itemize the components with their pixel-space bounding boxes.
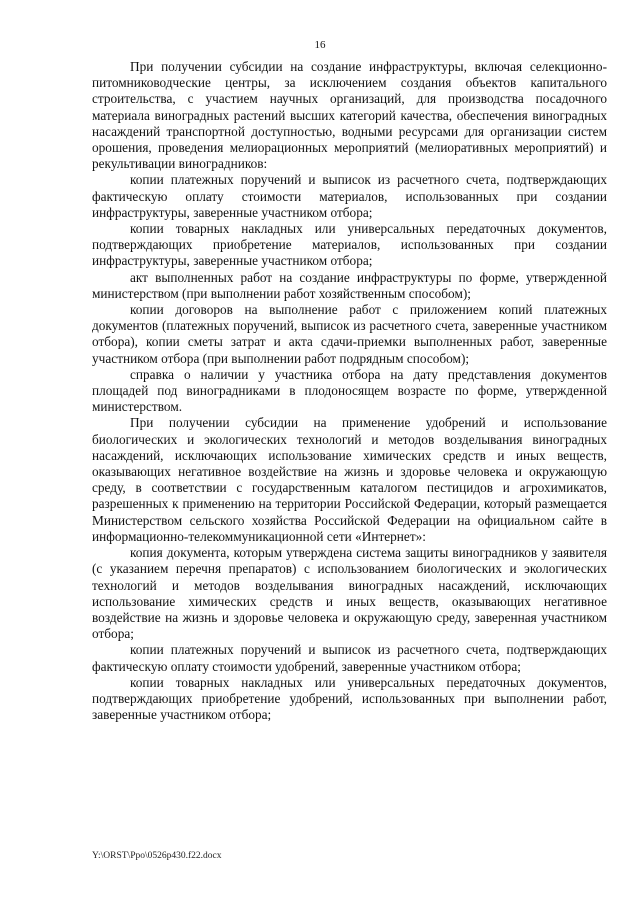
footer-file-path: Y:\ORST\Ppo\0526p430.f22.docx — [92, 851, 222, 861]
document-body — [92, 59, 607, 723]
paragraph-infrastructure-subsidy-intro: При получении субсидии на создание инфраструктуры, включая селекционно-питомниководческие центры, за исключением создания объектов капитального строительства, с участием научных организаций, для производства посадочного материала виноградных растений высших категорий качества, обеспечения виноградных насаждений транспортной доступностью, водными ресурсами для организации систем орошения, проведения мелиорационных мероприятий (мелиоративных мероприятий) и рекультивации виноградников: — [92, 59, 607, 172]
paragraph-contract-copies: копии договоров на выполнение работ с приложением копий платежных документов (платежных поручений, выписок из расчетного счета, заверенные участником отбора), копии сметы затрат и акта сдачи-приемки выполненных работ, заверенные участником отбора (при выполнении работ подрядным способом); — [92, 302, 607, 366]
paragraph-invoices-materials: копии товарных накладных или универсальных передаточных документов, подтверждающих приобретение материалов, использованных при создании инфраструктуры, заверенные участником отбора; — [92, 221, 607, 269]
paragraph-invoices-fertilizers: копии товарных накладных или универсальных передаточных документов, подтверждающих приобретение удобрений, использованных при выполнении работ, заверенные участником отбора; — [92, 674, 607, 723]
paragraph-vineyard-area-certificate: справка о наличии у участника отбора на дату представления документов площадей под виноградниками в плодоносящем возрасте по форме, утвержденной министерством. — [92, 366, 607, 415]
paragraph-vineyard-protection-document: копия документа, которым утверждена система защиты виноградников у заявителя (с указанием перечня препаратов) с использованием биологических и экологических технологий и методов возделывания виноградных насаждений, исключающих использование химических средств и иных веществ, оказывающих негативное воздействие на жизнь и здоровье человека и окружающую среду, заверенная участником отбора; — [92, 545, 607, 642]
paragraph-fertilizer-subsidy-intro: При получении субсидии на применение удобрений и использование биологических и экологических технологий и методов возделывания виноградных насаждений, исключающих использование химических средств и иных веществ, оказывающих негативное воздействие на жизнь и здоровье человека и окружающую среду, в соответствии с государственным каталогом пестицидов и агрохимикатов, разрешенных к применению на территории Российской Федерации, который размещается Министерством сельского хозяйства Российской Федерации на официальном сайте в информационно-телекоммуникационной сети «Интернет»: — [92, 415, 607, 544]
paragraph-payment-orders-materials: копии платежных поручений и выписок из расчетного счета, подтверждающих фактическую оплату стоимости материалов, использованных при создании инфраструктуры, заверенные участником отбора; — [92, 172, 607, 220]
paragraph-completed-works-act: акт выполненных работ на создание инфраструктуры по форме, утвержденной министерством (при выполнении работ хозяйственным способом); — [92, 269, 607, 301]
page-number: 16 — [314, 39, 326, 51]
paragraph-payment-orders-fertilizers: копии платежных поручений и выписок из расчетного счета, подтверждающих фактическую оплату стоимости удобрений, заверенные участником отбора; — [92, 642, 607, 674]
